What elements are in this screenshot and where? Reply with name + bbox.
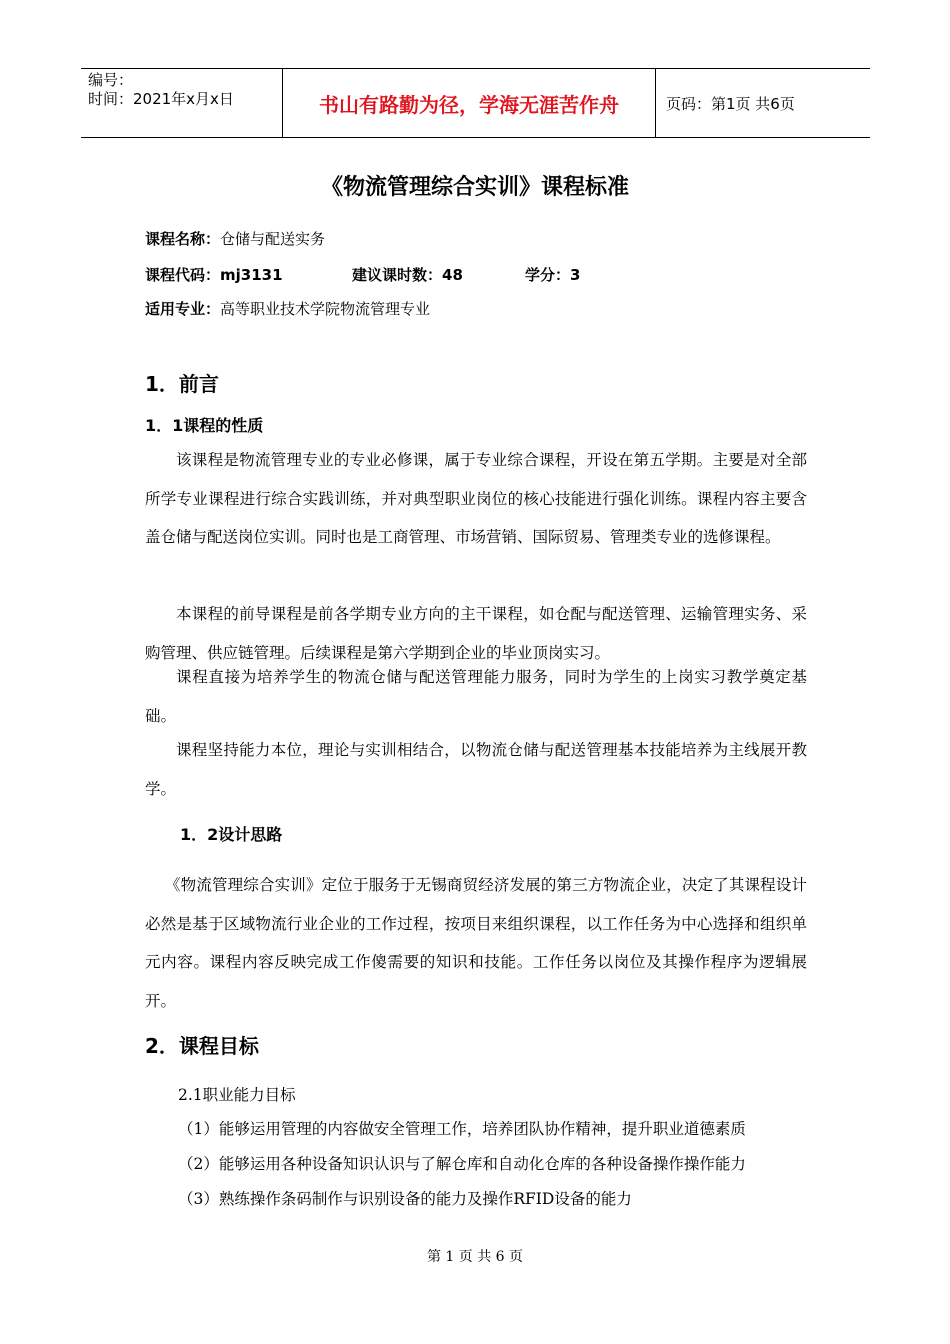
header-motto: 书山有路勤为径，学海无涯苦作舟 <box>282 69 656 137</box>
course-credit: 学分：3 <box>525 266 581 284</box>
paragraph: 《物流管理综合实训》定位于服务于无锡商贸经济发展的第三方物流企业，决定了其课程设计必然是基于区域物流行业企业的工作过程，按项目来组织课程，以工作任务为中心选择和组织单元内容。课程内容反映完成工作傻需要的知识和技能。工作任务以岗位及其操作程序为逻辑展开。 <box>145 876 807 1010</box>
time-label: 时间：2021年x月x日 <box>88 90 234 108</box>
section2-heading: 2．课程目标 <box>145 1034 259 1058</box>
course-name-value: 仓储与配送实务 <box>220 230 326 248</box>
course-code-label: 课程代码：mj3131 <box>145 266 283 284</box>
header-page-label: 页码：第1页 共6页 <box>666 94 795 113</box>
paragraph: 课程直接为培养学生的物流仓储与配送管理能力服务，同时为学生的上岗实习教学奠定基础。 <box>145 668 807 725</box>
section1-2-heading: 1．2设计思路 <box>180 825 283 844</box>
course-major-label: 适用专业： <box>145 300 221 318</box>
section1-1-heading: 1．1课程的性质 <box>145 416 264 435</box>
header-info-cell <box>81 69 282 137</box>
course-name-row <box>145 228 325 249</box>
document-title: 《物流管理综合实训》课程标准 <box>320 175 629 200</box>
page-footer: 第 1 页 共 6 页 <box>426 1249 524 1265</box>
paragraph: 课程坚持能力本位，理论与实训相结合，以物流仓储与配送管理基本技能培养为主线展开教学。 <box>145 741 807 798</box>
course-name-label: 课程名称： <box>145 230 221 248</box>
list-item: （3）熟练操作条码制作与识别设备的能力及操作RFID设备的能力 <box>178 1190 632 1208</box>
section1-heading: 1．前言 <box>145 372 219 396</box>
document-header <box>81 68 870 138</box>
section2-1-heading: 2.1职业能力目标 <box>178 1086 296 1104</box>
course-major-value: 高等职业技术学院物流管理专业 <box>220 300 431 318</box>
list-item: （2）能够运用各种设备知识认识与了解仓库和自动化仓库的各种设备操作操作能力 <box>178 1155 746 1173</box>
paragraph: 该课程是物流管理专业的专业必修课，属于专业综合课程，开设在第五学期。主要是对全部所学专业课程进行综合实践训练，并对典型职业岗位的核心技能进行强化训练。课程内容主要含盖仓储与配送岗位实训。同时也是工商管理、市场营销、国际贸易、管理类专业的选修课程。 <box>145 451 807 546</box>
course-code-row <box>145 264 283 285</box>
course-major-row <box>145 298 430 319</box>
serial-label: 编号： <box>88 71 134 89</box>
paragraph: 本课程的前导课程是前各学期专业方向的主干课程，如仓配与配送管理、运输管理实务、采购管理、供应链管理。后续课程是第六学期到企业的毕业顶岗实习。 <box>145 605 807 662</box>
list-item: （1）能够运用管理的内容做安全管理工作，培养团队协作精神，提升职业道德素质 <box>178 1120 746 1138</box>
course-hours: 建议课时数：48 <box>352 266 463 284</box>
